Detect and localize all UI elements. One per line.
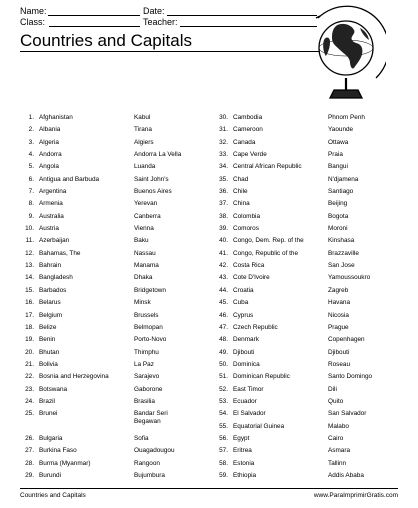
list-item xyxy=(20,470,220,482)
list-item xyxy=(20,445,220,457)
list-item xyxy=(214,248,414,260)
country-name: Andorra xyxy=(39,151,62,159)
item-number: 8. xyxy=(28,200,34,208)
globe-icon xyxy=(306,4,386,104)
country-name: Brazil xyxy=(39,397,55,405)
capital-name: Phnom Penh xyxy=(328,114,365,121)
capital-name: Andorra La Vella xyxy=(134,151,182,159)
list-item xyxy=(214,297,414,309)
capital-name: Nassau xyxy=(134,249,156,257)
item-number: 16. xyxy=(25,299,34,307)
list-item xyxy=(20,235,220,247)
list-item xyxy=(214,124,414,136)
list-item xyxy=(214,235,414,247)
capital-name: Prague xyxy=(328,323,349,331)
item-number: 6. xyxy=(28,175,34,183)
list-item xyxy=(20,149,220,161)
country-name: Bangladesh xyxy=(39,274,73,282)
country-name: Bosnia and Herzegovina xyxy=(39,373,109,381)
capital-name: Djibouti xyxy=(328,348,350,356)
item-number: 49. xyxy=(219,348,228,356)
countries-list-left xyxy=(20,112,220,482)
capital-name: Thimphu xyxy=(134,348,159,356)
country-name: Belgium xyxy=(39,311,63,319)
footer-url[interactable]: www.ParaImprimirGratis.com xyxy=(313,492,398,499)
country-name: Australia xyxy=(39,212,64,220)
list-item xyxy=(20,433,220,445)
country-name: Egypt xyxy=(233,434,250,442)
item-number: 11. xyxy=(25,237,34,245)
country-name: Afghanistan xyxy=(39,114,73,121)
list-item xyxy=(214,260,414,272)
list-item xyxy=(20,285,220,297)
capital-name: Malabo xyxy=(328,422,349,430)
country-name: Dominica xyxy=(233,360,260,368)
country-name: Colombia xyxy=(233,212,260,220)
list-item xyxy=(214,161,414,173)
item-number: 1. xyxy=(28,114,34,121)
country-name: Bolivia xyxy=(39,360,58,368)
country-name: Czech Republic xyxy=(233,323,278,331)
country-name: Cyprus xyxy=(233,311,254,319)
list-item xyxy=(214,359,414,371)
list-item xyxy=(20,322,220,334)
capital-name: Yaounde xyxy=(328,126,354,134)
country-name: Bahamas, The xyxy=(39,249,81,257)
item-number: 4. xyxy=(28,151,34,159)
item-number: 41. xyxy=(219,249,228,257)
country-name: Belarus xyxy=(39,299,61,307)
list-item xyxy=(20,248,220,260)
list-item xyxy=(214,396,414,408)
list-item xyxy=(20,334,220,346)
capital-name: Beijing xyxy=(328,200,348,208)
capital-name: Kabul xyxy=(134,114,151,121)
item-number: 40. xyxy=(219,237,228,245)
country-name: Denmark xyxy=(233,336,259,344)
country-name: China xyxy=(233,200,250,208)
item-number: 13. xyxy=(25,262,34,270)
country-name: Canada xyxy=(233,138,256,146)
capital-name: Kinshasa xyxy=(328,237,355,245)
list-item xyxy=(20,458,220,470)
list-item xyxy=(214,445,414,457)
item-number: 42. xyxy=(219,262,228,270)
list-item xyxy=(214,174,414,186)
item-number: 26. xyxy=(25,434,34,442)
item-number: 35. xyxy=(219,175,228,183)
capital-name: Rangoon xyxy=(134,459,160,467)
country-name: Croatia xyxy=(233,286,254,294)
country-name: Cuba xyxy=(233,299,249,307)
list-item xyxy=(214,272,414,284)
country-name: Equatorial Guinea xyxy=(233,422,285,430)
list-item xyxy=(20,223,220,235)
item-number: 39. xyxy=(219,225,228,233)
capital-name: La Paz xyxy=(134,360,154,368)
list-item xyxy=(214,112,414,124)
list-item xyxy=(20,211,220,223)
item-number: 21. xyxy=(25,360,34,368)
capital-name: Bangui xyxy=(328,163,348,171)
item-number: 43. xyxy=(219,274,228,282)
capital-name: Copenhagen xyxy=(328,336,365,344)
capital-name: Roseau xyxy=(328,360,351,368)
item-number: 54. xyxy=(219,410,228,418)
item-number: 25. xyxy=(25,410,34,418)
item-number: 29. xyxy=(25,471,34,479)
capital-name: Ouagadougou xyxy=(134,447,175,455)
country-name: Estonia xyxy=(233,459,255,467)
capital-name: Sofia xyxy=(134,434,149,442)
capital-name: Asmara xyxy=(328,447,351,455)
item-number: 36. xyxy=(219,188,228,196)
item-number: 30. xyxy=(219,114,228,121)
capital-name: Dhaka xyxy=(134,274,153,282)
capital-name: Canberra xyxy=(134,212,161,220)
list-item xyxy=(20,310,220,322)
country-name: Cambodia xyxy=(233,114,263,121)
list-item xyxy=(20,198,220,210)
capital-name: Algiers xyxy=(134,138,154,146)
capital-name: Vienna xyxy=(134,225,154,233)
item-number: 45. xyxy=(219,299,228,307)
capital-name: Brussels xyxy=(134,311,159,319)
class-label: Class: xyxy=(20,17,46,27)
country-name: El Salvador xyxy=(233,410,266,418)
country-name: Comoros xyxy=(233,225,259,233)
country-name: Brunei xyxy=(39,410,58,418)
name-field-line[interactable] xyxy=(48,15,140,16)
item-number: 57. xyxy=(219,447,228,455)
item-number: 14. xyxy=(25,274,34,282)
item-number: 46. xyxy=(219,311,228,319)
capital-name: Saint John's xyxy=(134,175,169,183)
item-number: 15. xyxy=(25,286,34,294)
name-label: Name: xyxy=(20,6,47,16)
item-number: 38. xyxy=(219,212,228,220)
country-name: Algeria xyxy=(39,138,59,146)
list-item xyxy=(214,285,414,297)
item-number: 50. xyxy=(219,360,228,368)
capital-name: Brasilia xyxy=(134,397,155,405)
list-item xyxy=(214,186,414,198)
country-name: Cape Verde xyxy=(233,151,267,159)
page-title: Countries and Capitals xyxy=(20,31,192,50)
country-name: Armenia xyxy=(39,200,63,208)
list-item xyxy=(214,334,414,346)
item-number: 23. xyxy=(25,385,34,393)
list-item xyxy=(214,149,414,161)
list-item xyxy=(20,260,220,272)
country-name: Antigua and Barbuda xyxy=(39,175,100,183)
teacher-label: Teacher: xyxy=(143,17,178,27)
capital-name: Bridgetown xyxy=(134,286,166,294)
item-number: 34. xyxy=(219,163,228,171)
capital-name: Luanda xyxy=(134,163,156,171)
list-item xyxy=(20,186,220,198)
country-name: Bhutan xyxy=(39,348,60,356)
footer-divider xyxy=(20,488,398,489)
country-name: Congo, Dem. Rep. of the xyxy=(233,237,304,245)
capital-name: Belmopan xyxy=(134,323,163,331)
item-number: 28. xyxy=(25,459,34,467)
list-item xyxy=(214,347,414,359)
list-item xyxy=(214,408,414,420)
country-name: Barbados xyxy=(39,286,67,294)
footer-title: Countries and Capitals xyxy=(20,492,86,499)
list-item xyxy=(214,322,414,334)
item-number: 53. xyxy=(219,397,228,405)
capital-name: Brazzaville xyxy=(328,249,359,257)
list-item xyxy=(20,112,220,124)
capital-name: Dili xyxy=(328,385,337,393)
item-number: 58. xyxy=(219,459,228,467)
capital-name: Santo Domingo xyxy=(328,373,373,381)
title-underline xyxy=(20,51,320,52)
list-item xyxy=(214,137,414,149)
capital-name: Addis Ababa xyxy=(328,471,364,479)
item-number: 7. xyxy=(28,188,34,196)
list-item xyxy=(214,458,414,470)
list-item xyxy=(20,396,220,408)
list-item xyxy=(20,297,220,309)
list-item xyxy=(20,137,220,149)
teacher-field-line[interactable] xyxy=(180,26,317,27)
item-number: 52. xyxy=(219,385,228,393)
item-number: 48. xyxy=(219,336,228,344)
capital-name: Sarajevo xyxy=(134,373,160,381)
item-number: 37. xyxy=(219,200,228,208)
country-name: East Timor xyxy=(233,385,264,393)
country-name: Bulgaria xyxy=(39,434,63,442)
country-name: Central African Republic xyxy=(233,163,302,171)
country-name: Chile xyxy=(233,188,248,196)
list-item xyxy=(214,223,414,235)
capital-name: Gaborone xyxy=(134,385,163,393)
item-number: 55. xyxy=(219,422,228,430)
item-number: 5. xyxy=(28,163,34,171)
item-number: 22. xyxy=(25,373,34,381)
countries-list-right xyxy=(214,112,414,482)
date-field-line[interactable] xyxy=(167,15,317,16)
item-number: 17. xyxy=(25,311,34,319)
country-name: Burma (Myanmar) xyxy=(39,459,91,467)
capital-name: Manama xyxy=(134,262,159,270)
class-field-line[interactable] xyxy=(49,26,140,27)
item-number: 31. xyxy=(219,126,228,134)
country-name: Cameroon xyxy=(233,126,263,134)
capital-name: Baku xyxy=(134,237,149,245)
capital-name: Zagreb xyxy=(328,286,349,294)
country-name: Austria xyxy=(39,225,59,233)
item-number: 19. xyxy=(25,336,34,344)
country-name: Bahrain xyxy=(39,262,62,270)
country-name: Ecuador xyxy=(233,397,257,405)
country-name: Argentina xyxy=(39,188,67,196)
country-name: Djibouti xyxy=(233,348,255,356)
country-name: Albania xyxy=(39,126,61,134)
country-name: Cote D'Ivoire xyxy=(233,274,270,282)
country-name: Belize xyxy=(39,323,57,331)
list-item xyxy=(214,211,414,223)
capital-name: Yamoussoukro xyxy=(328,274,371,282)
capital-name: Buenos Aires xyxy=(134,188,172,196)
country-name: Chad xyxy=(233,175,249,183)
capital-name: Tallinn xyxy=(328,459,347,467)
country-name: Costa Rica xyxy=(233,262,265,270)
list-item xyxy=(20,371,220,383)
capital-name: N'djamena xyxy=(328,175,359,183)
item-number: 10. xyxy=(25,225,34,233)
country-name: Benin xyxy=(39,336,56,344)
item-number: 47. xyxy=(219,323,228,331)
country-name: Burkina Faso xyxy=(39,447,77,455)
item-number: 33. xyxy=(219,151,228,159)
capital-name: San Salvador xyxy=(328,410,367,418)
list-item xyxy=(20,408,220,433)
item-number: 9. xyxy=(28,212,34,220)
date-label: Date: xyxy=(143,6,165,16)
item-number: 2. xyxy=(28,126,34,134)
list-item xyxy=(214,433,414,445)
list-item xyxy=(214,371,414,383)
list-item xyxy=(20,161,220,173)
list-item xyxy=(20,384,220,396)
capital-name: Tirana xyxy=(134,126,152,134)
capital-name: Ottawa xyxy=(328,138,349,146)
capital-name: Yerevan xyxy=(134,200,158,208)
capital-name: Bogota xyxy=(328,212,349,220)
country-name: Angola xyxy=(39,163,59,171)
capital-name: Havana xyxy=(328,299,351,307)
capital-name: Bujumbura xyxy=(134,471,165,479)
item-number: 20. xyxy=(25,348,34,356)
country-name: Congo, Republic of the xyxy=(233,249,299,257)
list-item xyxy=(214,384,414,396)
item-number: 27. xyxy=(25,447,34,455)
capital-name: Nicosia xyxy=(328,311,349,319)
country-name: Eritrea xyxy=(233,447,252,455)
list-item xyxy=(20,359,220,371)
capital-name: Minsk xyxy=(134,299,151,307)
country-name: Azerbaijan xyxy=(39,237,70,245)
item-number: 32. xyxy=(219,138,228,146)
capital-name: Moroni xyxy=(328,225,348,233)
capital-name: Praia xyxy=(328,151,343,159)
capital-name: San Jose xyxy=(328,262,355,270)
country-name: Burundi xyxy=(39,471,62,479)
country-name: Botswana xyxy=(39,385,68,393)
country-name: Dominican Republic xyxy=(233,373,290,381)
item-number: 44. xyxy=(219,286,228,294)
item-number: 18. xyxy=(25,323,34,331)
list-item xyxy=(214,421,414,433)
list-item xyxy=(214,470,414,482)
item-number: 12. xyxy=(25,249,34,257)
list-item xyxy=(214,198,414,210)
item-number: 59. xyxy=(219,471,228,479)
item-number: 24. xyxy=(25,397,34,405)
country-name: Ethiopia xyxy=(233,471,257,479)
capital-name: Quito xyxy=(328,397,344,405)
capital-name: Cairo xyxy=(328,434,344,442)
capital-name: Santiago xyxy=(328,188,354,196)
capital-name: Porto-Novo xyxy=(134,336,167,344)
list-item xyxy=(20,174,220,186)
item-number: 56. xyxy=(219,434,228,442)
list-item xyxy=(20,347,220,359)
item-number: 3. xyxy=(28,138,34,146)
list-item xyxy=(20,272,220,284)
list-item xyxy=(20,124,220,136)
list-item xyxy=(214,310,414,322)
capital-name: Bandar Seri Begawan xyxy=(134,410,168,426)
item-number: 51. xyxy=(219,373,228,381)
